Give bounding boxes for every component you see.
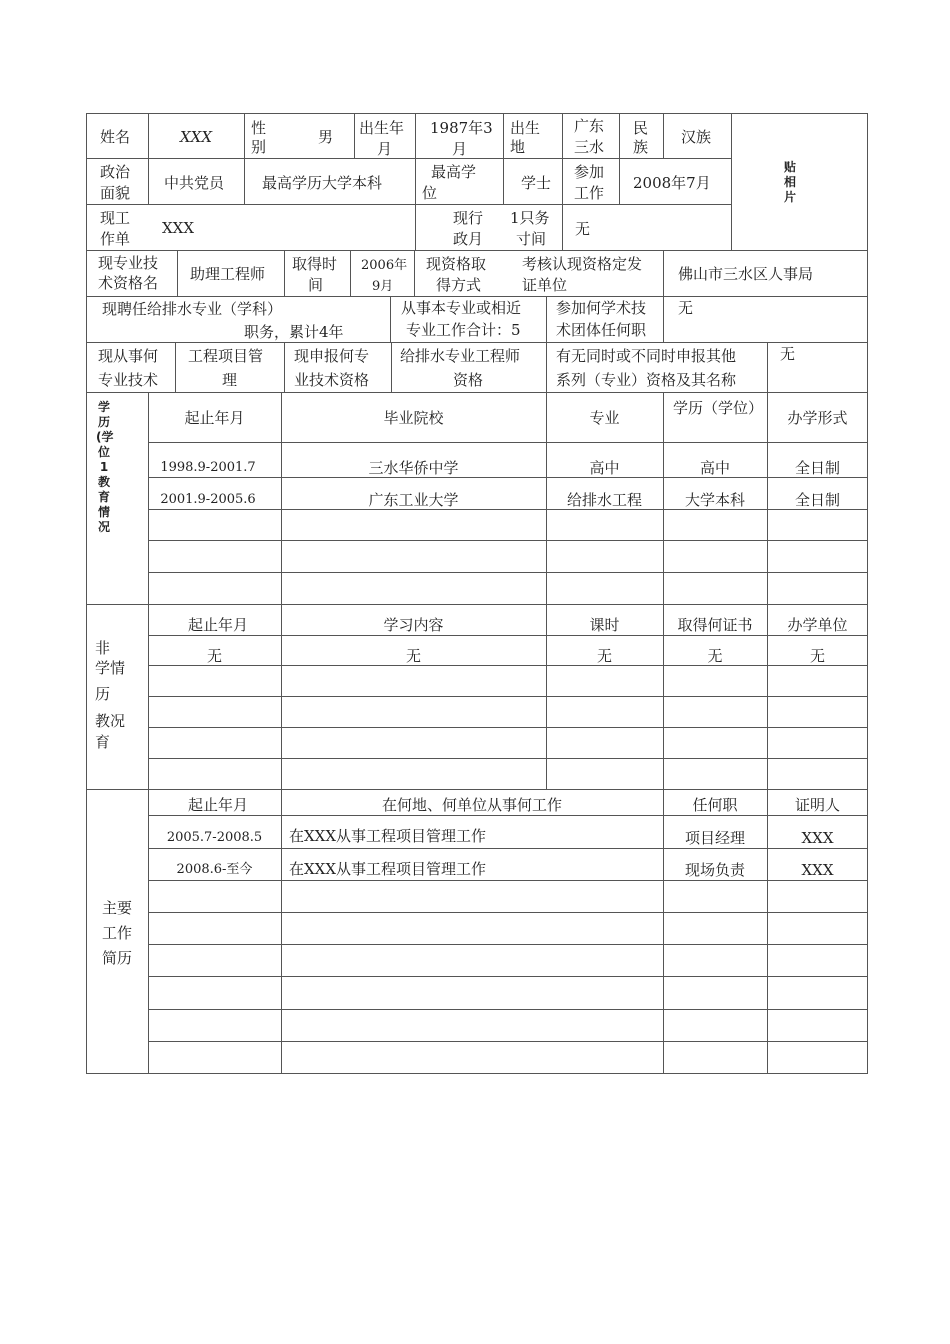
row-divider — [148, 727, 868, 728]
col-divider — [546, 296, 547, 342]
current-major-label: 专业技术 — [98, 371, 159, 389]
org-label: 术团体任何职 — [556, 321, 647, 339]
row-divider — [148, 912, 868, 913]
row-divider — [86, 789, 868, 790]
admin-post-label: 现行 — [453, 209, 484, 227]
col-divider — [281, 789, 282, 1074]
edu-row-mode: 全日制 — [794, 491, 840, 509]
col-divider — [177, 250, 178, 296]
degree-label: 位 — [422, 184, 438, 202]
unit-label: 作单 — [100, 230, 131, 248]
current-major-label: 现从事何 — [98, 347, 159, 365]
work-row-description: 在XXX从事工程项目管理工作 — [289, 827, 487, 845]
row-divider — [148, 572, 868, 573]
qual-method-label: 得方式 — [436, 276, 482, 294]
edu-row-school: 三水华侨中学 — [368, 459, 459, 477]
nonedu-row-content: 无 — [405, 647, 421, 665]
work-side-label: 工作 — [102, 924, 133, 942]
degree-label: 最高学 — [431, 163, 477, 181]
edu-header-major: 专业 — [589, 409, 620, 427]
col-divider — [148, 113, 149, 204]
qual-label: 现专业技 — [98, 254, 159, 272]
row-divider — [148, 635, 868, 636]
other-apply-value: 无 — [780, 345, 796, 363]
highest-education: 最高学历大学本科 — [262, 174, 383, 192]
edu-row-degree: 大学本科 — [684, 491, 745, 509]
col-divider — [415, 113, 416, 250]
row-divider — [148, 880, 868, 881]
row-divider — [148, 1009, 868, 1010]
birth-label: 出生年 — [359, 119, 405, 137]
col-divider — [284, 342, 285, 392]
birth-value: 月 — [452, 140, 468, 158]
work-row-referee: XXX — [801, 861, 834, 879]
work-row-position: 现场负责 — [684, 861, 745, 879]
row-divider — [148, 758, 868, 759]
name-label: 姓名 — [100, 128, 131, 146]
col-divider — [503, 113, 504, 158]
col-divider — [354, 113, 355, 158]
qual-time-label: 取得时 — [292, 255, 338, 273]
qual-label: 术资格名 — [98, 274, 159, 292]
birthplace-label: 出生 — [510, 119, 541, 137]
edu-row-degree: 高中 — [699, 459, 730, 477]
edu-header-degree: 学历（学位） — [673, 399, 764, 417]
photo-placeholder: 贴相片 — [783, 160, 796, 204]
work-start-label: 参加 — [574, 163, 605, 181]
col-divider — [663, 250, 664, 296]
political-label: 面貌 — [100, 184, 131, 202]
other-apply-label: 有无同时或不同时申报其他 — [556, 347, 737, 365]
admin-post-label: 寸间 — [516, 230, 547, 248]
work-start-label: 工作 — [574, 184, 605, 202]
row-divider — [86, 296, 868, 297]
birth-label: 月 — [377, 140, 393, 158]
ethnic-value: 汉族 — [681, 128, 712, 146]
work-row-period: 2008.6-至今 — [176, 862, 253, 877]
appoint-text: 现聘任给排水专业（学科） — [102, 300, 283, 318]
current-major-value: 工程项目管 — [188, 347, 264, 365]
edu-row-major: 给排水工程 — [566, 491, 642, 509]
row-divider — [148, 815, 868, 816]
apply-label: 现申报何专 — [294, 347, 370, 365]
nonedu-row-hours: 无 — [596, 647, 612, 665]
gender-value: 男 — [318, 128, 334, 146]
apply-value: 给排水专业工程师 — [400, 347, 521, 365]
edu-header-period: 起止年月 — [184, 409, 245, 427]
ethnic-label: 族 — [633, 138, 649, 156]
years-label: 专业工作合计：5 — [406, 321, 521, 339]
work-row-description: 在XXX从事工程项目管理工作 — [289, 860, 487, 878]
col-divider — [562, 113, 563, 250]
nonedu-row-period: 无 — [206, 647, 222, 665]
edu-row-period: 2001.9-2005.6 — [160, 492, 256, 507]
row-divider — [148, 696, 868, 697]
work-header-period: 起止年月 — [187, 796, 248, 814]
col-divider — [414, 250, 415, 296]
row-divider — [86, 204, 731, 205]
col-divider — [244, 158, 245, 204]
birthplace-value: 三水 — [574, 138, 605, 156]
qual-time-value: 9月 — [372, 279, 394, 294]
row-divider — [148, 442, 868, 443]
nonedu-side-label: 非 — [95, 639, 111, 657]
apply-value: 资格 — [453, 371, 484, 389]
row-divider — [86, 392, 868, 393]
org-label: 参加何学术技 — [556, 299, 647, 317]
name-value: XXX — [180, 128, 213, 146]
gender-label: 性 — [251, 119, 267, 137]
edu-header-mode: 办学形式 — [787, 409, 848, 427]
nonedu-header-organizer: 办学单位 — [787, 616, 848, 634]
nonedu-side-label: 育 — [95, 733, 111, 751]
work-side-label: 主要 — [102, 899, 133, 917]
col-divider — [619, 113, 620, 204]
admin-post-label: 政月 — [453, 230, 484, 248]
qual-issuer-label: 证单位 — [522, 276, 568, 294]
education-side-label: 学历(学位1教育情况 — [96, 400, 114, 534]
edu-row-major: 高中 — [589, 459, 620, 477]
row-divider — [148, 1041, 868, 1042]
work-header-position: 任何职 — [692, 796, 738, 814]
nonedu-header-content: 学习内容 — [383, 616, 444, 634]
political-label: 政治 — [100, 163, 131, 181]
appoint-text: 职务，累计4年 — [244, 323, 344, 341]
col-divider — [175, 342, 176, 392]
col-divider — [244, 113, 245, 158]
qual-time-value: 2006年 — [361, 258, 408, 273]
unit-value: XXX — [162, 219, 195, 237]
work-header-description: 在何地、何单位从事何工作 — [381, 796, 562, 814]
qual-time-label: 间 — [308, 276, 324, 294]
gender-label: 别 — [251, 138, 267, 156]
edu-header-school: 毕业院校 — [383, 409, 444, 427]
col-divider — [767, 342, 768, 392]
work-side-label: 简历 — [102, 949, 133, 967]
birthplace-value: 广东 — [574, 117, 605, 135]
edu-row-mode: 全日制 — [794, 459, 840, 477]
nonedu-header-period: 起止年月 — [187, 616, 248, 634]
admin-post-label: 1只务 — [510, 209, 550, 227]
col-divider — [391, 342, 392, 392]
edu-row-school: 广东工业大学 — [368, 491, 459, 509]
row-divider — [86, 604, 868, 605]
nonedu-header-certificate: 取得何证书 — [677, 616, 753, 634]
nonedu-side-label: 历 — [95, 685, 111, 703]
work-start-value: 2008年7月 — [633, 174, 711, 192]
col-divider — [663, 296, 664, 342]
birthplace-label: 地 — [510, 138, 526, 156]
degree-value: 学士 — [521, 174, 552, 192]
row-divider — [148, 944, 868, 945]
row-divider — [86, 158, 731, 159]
work-header-referee: 证明人 — [794, 796, 840, 814]
ethnic-label: 民 — [633, 119, 649, 137]
qual-issuer-label: 考核认现资格定发 — [522, 255, 643, 273]
unit-label: 现工 — [100, 209, 131, 227]
edu-row-period: 1998.9-2001.7 — [160, 460, 256, 475]
row-divider — [148, 540, 868, 541]
qual-value: 助理工程师 — [190, 265, 266, 283]
other-apply-label: 系列（专业）资格及其名称 — [556, 371, 737, 389]
col-divider — [390, 296, 391, 342]
col-divider — [503, 158, 504, 204]
work-row-period: 2005.7-2008.5 — [166, 830, 263, 845]
political-value: 中共党员 — [164, 174, 225, 192]
col-divider — [350, 250, 351, 296]
work-row-position: 项目经理 — [684, 829, 745, 847]
col-divider — [546, 342, 547, 392]
work-row-referee: XXX — [801, 829, 834, 847]
row-divider — [86, 250, 868, 251]
col-divider — [731, 113, 732, 250]
row-divider — [86, 342, 868, 343]
nonedu-side-label: 学情 — [95, 659, 126, 677]
col-divider — [284, 250, 285, 296]
years-label: 从事本专业或相近 — [401, 299, 522, 317]
nonedu-row-certificate: 无 — [707, 647, 723, 665]
nonedu-side-label: 教况 — [95, 712, 126, 730]
row-divider — [148, 848, 868, 849]
nonedu-header-hours: 课时 — [589, 616, 620, 634]
birth-value: 1987年3 — [430, 119, 493, 137]
col-divider — [663, 113, 664, 158]
admin-post-value: 无 — [575, 220, 591, 238]
qual-method-label: 现资格取 — [426, 255, 487, 273]
qual-issuer-value: 佛山市三水区人事局 — [678, 265, 814, 283]
apply-label: 业技术资格 — [294, 371, 370, 389]
org-value: 无 — [678, 299, 694, 317]
row-divider — [148, 976, 868, 977]
current-major-value: 理 — [222, 371, 238, 389]
nonedu-row-organizer: 无 — [809, 647, 825, 665]
